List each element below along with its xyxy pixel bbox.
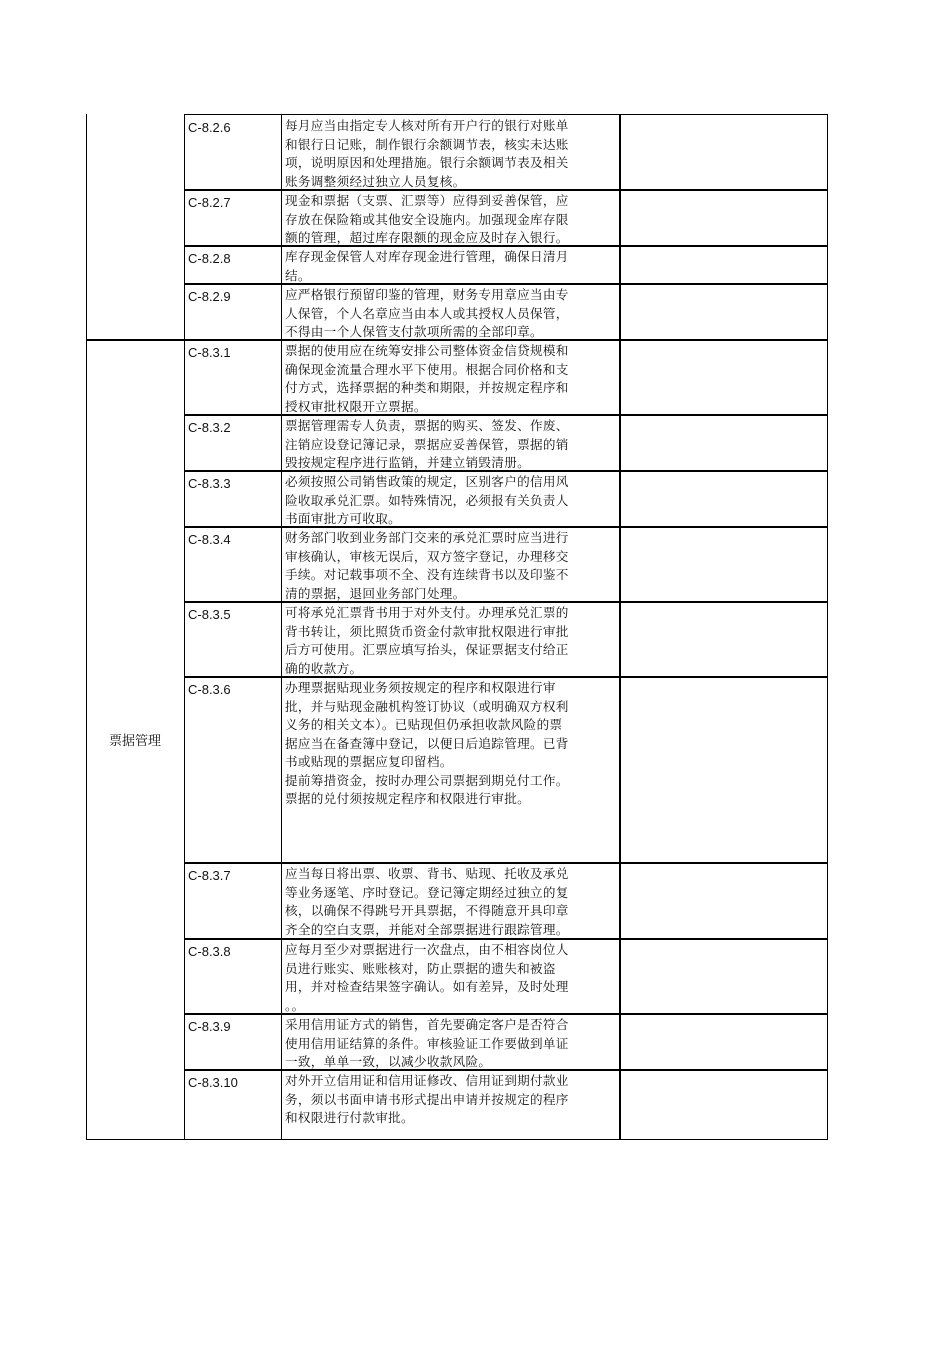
control-description: 票据的使用应在统筹安排公司整体资金信贷规模和 确保现金流量合理水平下使用。根据合同价格和支 付方式，选择票据的种类和期限，并按规定程序和 授权审批权限开立票据。 [285,343,569,414]
control-code: C-8.3.8 [188,944,231,959]
row-separator [184,114,828,115]
control-code: C-8.3.6 [188,682,231,697]
control-description: 应每月至少对票据进行一次盘点，由不相容岗位人 员进行账实、账账核对，防止票据的遗失和被盗 用，并对检查结果签字确认。如有差异，及时处理 。。 [285,942,569,1013]
control-description: 采用信用证方式的销售，首先要确定客户是否符合 使用信用证结算的条件。审核验证工作要做到单证 一致，单单一致，以减少收款风险。 [285,1017,569,1069]
control-description: 对外开立信用证和信用证修改、信用证到期付款业 务，须以书面申请书形式提出申请并按规定的程序 和权限进行付款审批。 [285,1073,569,1125]
control-table [86,114,828,1140]
column-divider-desc [281,114,282,1140]
control-description: 财务部门收到业务部门交来的承兑汇票时应当进行 审核确认，审核无误后，双方签字登记，办理移交 手续。对记载事项不全、没有连续背书以及印鉴不 清的票据，退回业务部门处理。 [285,530,569,601]
row-separator [184,862,828,864]
control-code: C-8.3.1 [188,345,231,360]
control-description: 应当每日将出票、收票、背书、贴现、托收及承兑 等业务逐笔、序时登记。登记簿定期经过独立的复 核，以确保不得跳号开具票据，不得随意开具印章 齐全的空白支票，并能对全部票据进行跟踪管理。 [285,866,569,937]
control-description: 现金和票据（支票、汇票等）应得到妥善保管，应 存放在保险箱或其他安全设施内。加强现金库存限 额的管理，超过库存限额的现金应及时存入银行。 [285,193,569,245]
control-code: C-8.3.10 [188,1075,238,1090]
control-description: 必须按照公司销售政策的规定，区别客户的信用风 险收取承兑汇票。如特殊情况，必须报有关负责人 书面审批方可收取。 [285,474,569,526]
control-code: C-8.3.4 [188,532,231,547]
control-code: C-8.2.9 [188,289,231,304]
control-description: 每月应当由指定专人核对所有开户行的银行对账单 和银行日记账，制作银行余额调节表，核实未达账 项，说明原因和处理措施。银行余额调节表及相关 账务调整须经过独立人员复核。 [285,118,569,189]
control-code: C-8.3.9 [188,1019,231,1034]
control-code: C-8.2.7 [188,195,231,210]
control-description: 办理票据贴现业务须按规定的程序和权限进行审 批，并与贴现金融机构签订协议（或明确双方权利 义务的相关文本）。已贴现但仍承担收款风险的票 据应当在备查簿中登记，以便日后追踪管理。已背 书或贴现的票据应复印留档。 提前筹措资金，按时办理公司票据到期兑付工作。 票据的兑付须按规定程序和权限进行审批。 [285,680,569,806]
control-code: C-8.3.7 [188,868,231,883]
category-label: 票据管理 [108,734,161,749]
control-description: 应严格银行预留印鉴的管理，财务专用章应当由专 人保管，个人名章应当由本人或其授权人员保管， 不得由一个人保管支付款项所需的全部印章。 [285,287,569,339]
control-description: 库存现金保管人对库存现金进行管理，确保日清月 结。 [285,249,569,283]
control-code: C-8.3.2 [188,420,231,435]
table-border-bottom [86,1139,828,1140]
control-description: 票据管理需专人负责，票据的购买、签发、作废、 注销应设登记簿记录，票据应妥善保管，票据的销 毁按规定程序进行监销，并建立销毁清册。 [285,418,569,470]
table-border-right [827,114,828,1140]
table-border-left [86,114,87,1140]
control-description: 可将承兑汇票背书用于对外支付。办理承兑汇票的 背书转让，须比照货币资金付款审批权限进行审批 后方可使用。汇票应填写抬头，保证票据支付给正 确的收款方。 [285,605,569,676]
column-divider-code [184,114,185,1140]
control-code: C-8.3.3 [188,476,231,491]
control-code: C-8.3.5 [188,607,231,622]
column-divider-note [619,114,621,1140]
control-code: C-8.2.8 [188,251,231,266]
control-code: C-8.2.6 [188,120,231,135]
